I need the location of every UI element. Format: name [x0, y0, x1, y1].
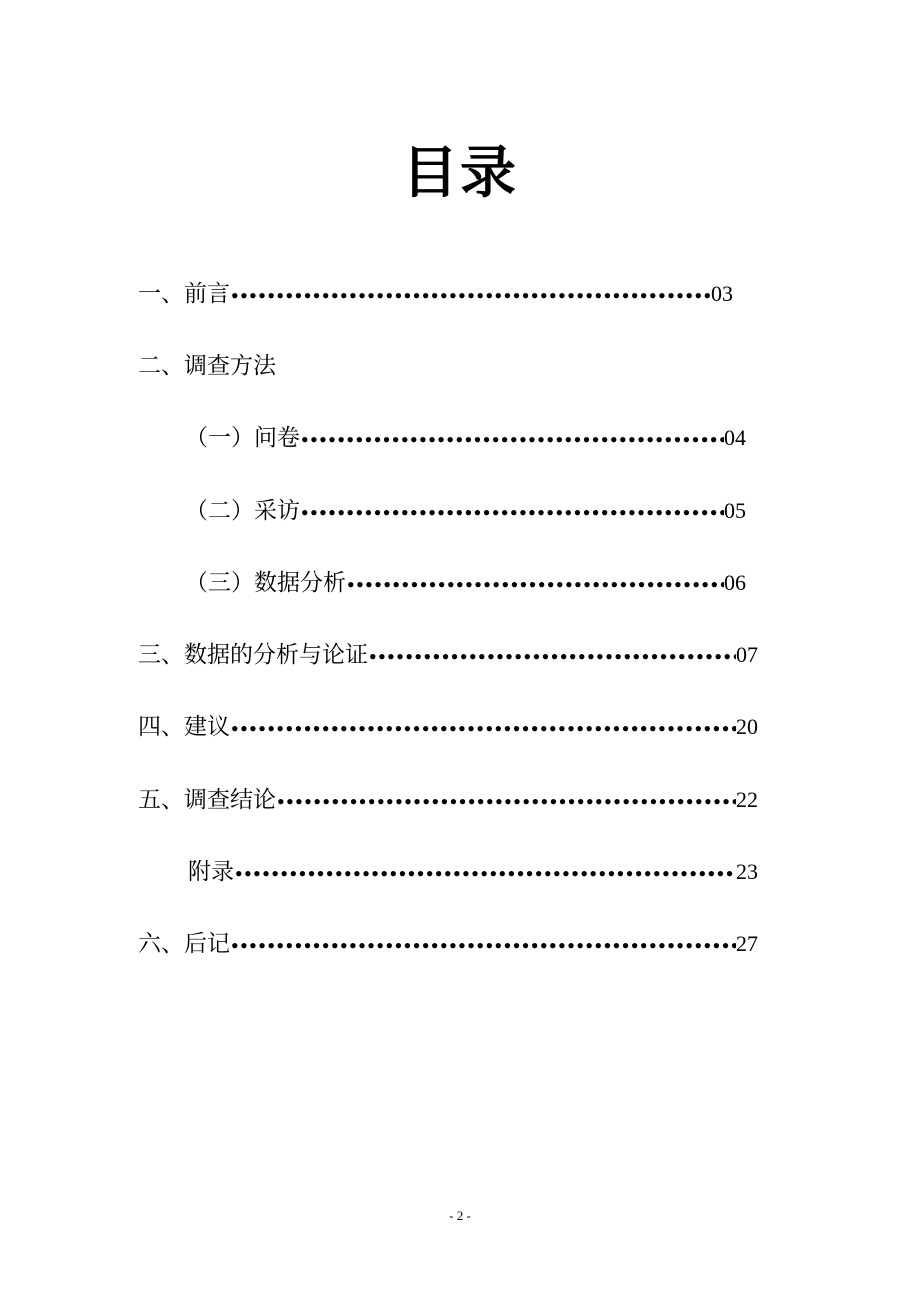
- page-title: 目录: [402, 140, 518, 206]
- toc-entry-label: （二）采访: [185, 498, 300, 524]
- toc-entry-page: 07: [736, 642, 758, 667]
- toc-entry-conclusion[interactable]: [138, 782, 758, 818]
- toc-entry-analysis-argument[interactable]: [138, 637, 758, 673]
- toc-entry-appendix[interactable]: [188, 854, 758, 890]
- toc-entry-interview[interactable]: [185, 493, 746, 529]
- toc-leader-dots: [230, 711, 736, 747]
- page-number: - 2 -: [449, 1208, 471, 1223]
- toc-entry-label: 四、建议: [138, 714, 230, 740]
- toc-leader-dots: [346, 567, 724, 603]
- toc-entry-label: 三、数据的分析与论证: [138, 642, 368, 668]
- toc-entry-suggestions[interactable]: [138, 709, 758, 745]
- toc-entry-label: （一）问卷: [185, 425, 300, 451]
- toc-entry-label: 一、前言: [138, 281, 230, 307]
- toc-entry-page: 03: [711, 281, 733, 306]
- toc-entry-page: 06: [724, 570, 746, 595]
- toc-entry-page: 27: [736, 931, 758, 956]
- toc-leader-dots: [368, 639, 736, 675]
- toc-entry-page: 05: [724, 498, 746, 523]
- toc-leader-dots: [230, 928, 736, 964]
- toc-entry-postscript[interactable]: [138, 926, 758, 962]
- toc-entry-label: （三）数据分析: [185, 570, 346, 596]
- toc-entry-page: 04: [724, 425, 746, 450]
- toc-entry-page: 22: [736, 787, 758, 812]
- toc-entry-page: 20: [736, 714, 758, 739]
- toc-entry-survey-method[interactable]: [138, 348, 438, 384]
- toc-entry-label: 六、后记: [138, 931, 230, 957]
- toc-entry-questionnaire[interactable]: [185, 420, 746, 456]
- toc-leader-dots: [300, 422, 724, 458]
- toc-entry-label: 五、调查结论: [138, 787, 276, 813]
- toc-entry-label: 附录: [188, 859, 234, 885]
- toc-entry-label: 二、调查方法: [138, 353, 276, 379]
- toc-leader-dots: [276, 784, 736, 820]
- toc-leader-dots: [300, 495, 724, 531]
- toc-entry-data-analysis[interactable]: [185, 565, 746, 601]
- toc-entry-page: 23: [736, 859, 758, 884]
- toc-entry-preface[interactable]: [138, 276, 733, 312]
- toc-leader-dots: [230, 278, 711, 314]
- toc-leader-dots: [234, 856, 736, 892]
